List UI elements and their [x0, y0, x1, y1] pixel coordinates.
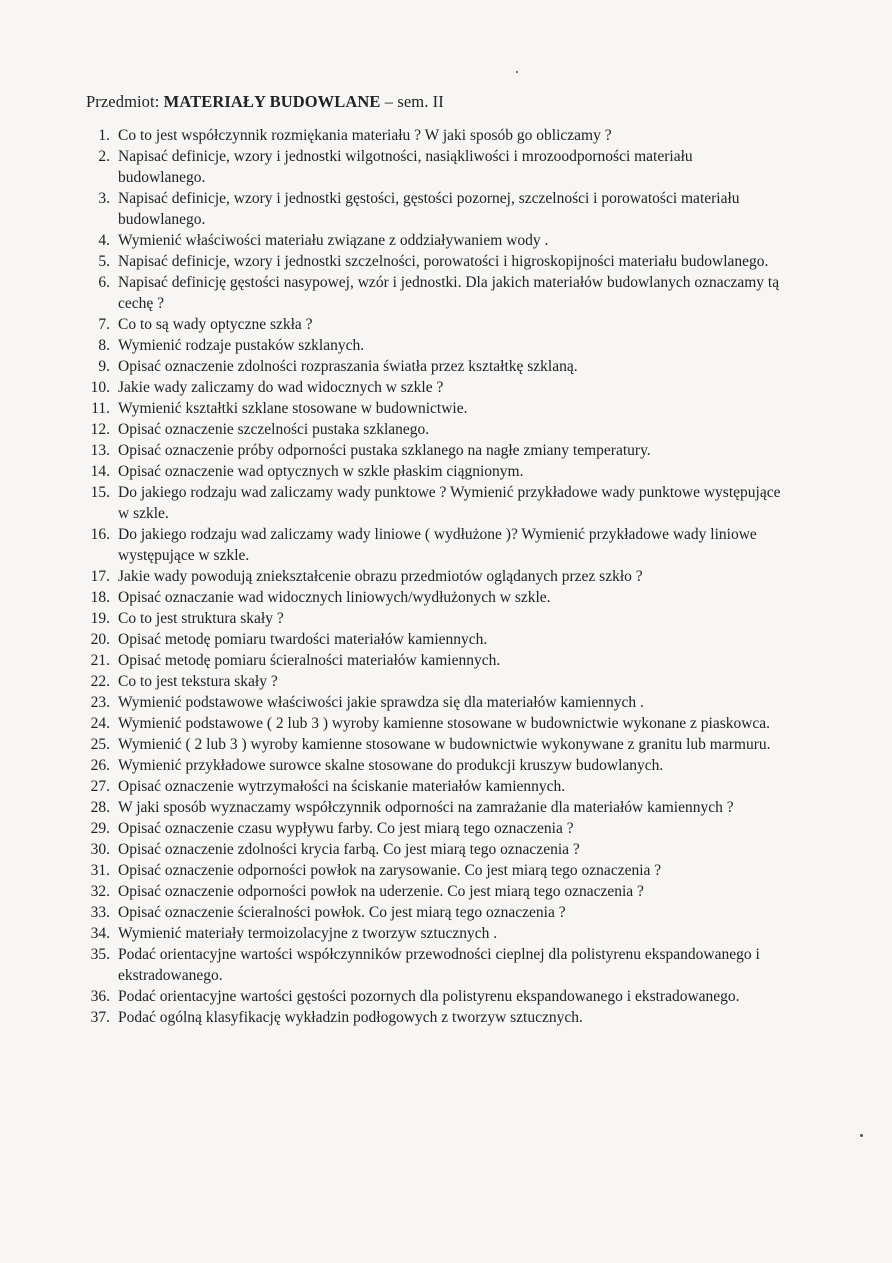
question-text: Podać ogólną klasyfikację wykładzin podłogowych z tworzyw sztucznych. [118, 1009, 583, 1026]
question-text: Wymienić podstawowe właściwości jakie sprawdza się dla materiałów kamiennych . [118, 694, 644, 711]
question-number: 32. [90, 883, 110, 900]
question-number: 20. [90, 631, 110, 648]
question-item [0, 650, 892, 671]
question-number: 27. [90, 778, 110, 795]
question-item [0, 461, 892, 482]
question-item [0, 734, 892, 755]
question-item [0, 902, 892, 923]
question-text: Podać orientacyjne wartości gęstości pozornych dla polistyrenu ekspandowanego i ekstradowanego. [118, 988, 740, 1005]
question-item [0, 377, 892, 398]
question-text: Opisać oznaczenie wad optycznych w szkle płaskim ciągnionym. [118, 463, 524, 480]
scan-speck [860, 1134, 863, 1137]
question-item [0, 251, 892, 272]
question-item [0, 230, 892, 251]
question-text: Opisać metodę pomiaru twardości materiałów kamiennych. [118, 631, 488, 648]
question-number: 19. [90, 610, 110, 627]
question-text: Opisać oznaczenie wytrzymałości na ściskanie materiałów kamiennych. [118, 778, 566, 795]
question-number: 4. [98, 232, 110, 249]
question-item [0, 398, 892, 419]
question-number: 33. [90, 904, 110, 921]
question-item [0, 566, 892, 587]
question-text: Do jakiego rodzaju wad zaliczamy wady liniowe ( wydłużone )? Wymienić przykładowe wady liniowe występujące w szkle. [118, 526, 757, 564]
question-number: 21. [90, 652, 110, 669]
question-text: Opisać oznaczanie wad widocznych liniowych/wydłużonych w szkle. [118, 589, 551, 606]
question-number: 24. [90, 715, 110, 732]
question-number: 8. [98, 337, 110, 354]
question-text: Wymienić materiały termoizolacyjne z tworzyw sztucznych . [118, 925, 498, 942]
question-text: Podać orientacyjne wartości współczynników przewodności cieplnej dla polistyrenu ekspandowanego i ekstradowanego. [118, 946, 760, 984]
question-number: 30. [90, 841, 110, 858]
question-number: 6. [98, 274, 110, 291]
question-text: Napisać definicje, wzory i jednostki szczelności, porowatości i higroskopijności materiału budowlanego. [118, 253, 769, 270]
question-number: 22. [90, 673, 110, 690]
question-text: Opisać oznaczenie ścieralności powłok. Co jest miarą tego oznaczenia ? [118, 904, 566, 921]
question-item [0, 629, 892, 650]
question-text: Wymienić właściwości materiału związane z oddziaływaniem wody . [118, 232, 549, 249]
question-item [0, 860, 892, 881]
question-text: Opisać oznaczenie odporności powłok na uderzenie. Co jest miarą tego oznaczenia ? [118, 883, 644, 900]
question-item [0, 944, 892, 986]
question-item [0, 314, 892, 335]
question-item [0, 1007, 892, 1028]
question-item [0, 335, 892, 356]
question-number: 13. [90, 442, 110, 459]
question-item [0, 356, 892, 377]
header-prefix: Przedmiot: [86, 92, 164, 111]
question-text: Jakie wady zaliczamy do wad widocznych w szkle ? [118, 379, 444, 396]
question-item [0, 524, 892, 566]
question-item [0, 755, 892, 776]
question-item [0, 125, 892, 146]
question-number: 14. [90, 463, 110, 480]
document-header [86, 92, 444, 112]
question-number: 11. [91, 400, 110, 417]
question-text: Opisać metodę pomiaru ścieralności materiałów kamiennych. [118, 652, 501, 669]
question-number: 31. [90, 862, 110, 879]
question-text: Opisać oznaczenie próby odporności pustaka szklanego na nagłe zmiany temperatury. [118, 442, 651, 459]
question-text: Napisać definicję gęstości nasypowej, wzór i jednostki. Dla jakich materiałów budowlanych oznaczamy tą cechę ? [118, 274, 780, 312]
question-number: 29. [90, 820, 110, 837]
question-item [0, 188, 892, 230]
subject-title: MATERIAŁY BUDOWLANE [163, 92, 381, 111]
question-text: Co to jest struktura skały ? [118, 610, 284, 627]
question-item [0, 881, 892, 902]
question-number: 10. [90, 379, 110, 396]
question-item [0, 797, 892, 818]
question-number: 35. [90, 946, 110, 963]
question-text: Napisać definicje, wzory i jednostki gęstości, gęstości pozornej, szczelności i porowatości materiału budowlanego. [118, 190, 740, 228]
question-item [0, 671, 892, 692]
question-item [0, 692, 892, 713]
question-text: Napisać definicje, wzory i jednostki wilgotności, nasiąkliwości i mrozoodporności materiału budowlanego. [118, 148, 693, 186]
question-text: Opisać oznaczenie czasu wypływu farby. Co jest miarą tego oznaczenia ? [118, 820, 574, 837]
question-number: 5. [98, 253, 110, 270]
question-item [0, 608, 892, 629]
question-text: Wymienić podstawowe ( 2 lub 3 ) wyroby kamienne stosowane w budownictwie wykonane z piaskowca. [118, 715, 771, 732]
question-item [0, 587, 892, 608]
question-number: 12. [90, 421, 110, 438]
question-item [0, 482, 892, 524]
question-number: 16. [90, 526, 110, 543]
question-number: 25. [90, 736, 110, 753]
question-item [0, 146, 892, 188]
question-number: 26. [90, 757, 110, 774]
question-number: 36. [90, 988, 110, 1005]
question-text: Opisać oznaczenie szczelności pustaka szklanego. [118, 421, 430, 438]
question-list [0, 125, 892, 1028]
question-text: Co to są wady optyczne szkła ? [118, 316, 313, 333]
question-item [0, 419, 892, 440]
question-item [0, 923, 892, 944]
question-text: Opisać oznaczenie zdolności rozpraszania światła przez kształtkę szklaną. [118, 358, 578, 375]
question-item [0, 818, 892, 839]
question-number: 17. [90, 568, 110, 585]
question-number: 2. [98, 148, 110, 165]
question-item [0, 776, 892, 797]
question-item [0, 272, 892, 314]
question-number: 7. [98, 316, 110, 333]
question-text: Wymienić przykładowe surowce skalne stosowane do produkcji kruszyw budowlanych. [118, 757, 664, 774]
question-text: Wymienić ( 2 lub 3 ) wyroby kamienne stosowane w budownictwie wykonywane z granitu lub marmuru. [118, 736, 771, 753]
question-text: Do jakiego rodzaju wad zaliczamy wady punktowe ? Wymienić przykładowe wady punktowe występujące w szkle. [118, 484, 781, 522]
question-number: 9. [98, 358, 110, 375]
scan-speck [516, 71, 518, 73]
question-text: Opisać oznaczenie odporności powłok na zarysowanie. Co jest miarą tego oznaczenia ? [118, 862, 662, 879]
question-number: 15. [90, 484, 110, 501]
question-number: 3. [98, 190, 110, 207]
question-number: 28. [90, 799, 110, 816]
question-text: Opisać oznaczenie zdolności krycia farbą. Co jest miarą tego oznaczenia ? [118, 841, 580, 858]
question-text: Jakie wady powodują zniekształcenie obrazu przedmiotów oglądanych przez szkło ? [118, 568, 643, 585]
header-suffix: – sem. II [380, 92, 444, 111]
question-item [0, 440, 892, 461]
question-item [0, 986, 892, 1007]
question-text: Wymienić kształtki szklane stosowane w budownictwie. [118, 400, 468, 417]
question-number: 1. [98, 127, 110, 144]
question-text: Co to jest tekstura skały ? [118, 673, 278, 690]
question-text: Co to jest współczynnik rozmiękania materiału ? W jaki sposób go obliczamy ? [118, 127, 612, 144]
question-text: W jaki sposób wyznaczamy współczynnik odporności na zamrażanie dla materiałów kamiennych ? [118, 799, 734, 816]
question-item [0, 839, 892, 860]
question-number: 18. [90, 589, 110, 606]
question-number: 37. [90, 1009, 110, 1026]
question-number: 34. [90, 925, 110, 942]
question-number: 23. [90, 694, 110, 711]
question-item [0, 713, 892, 734]
question-text: Wymienić rodzaje pustaków szklanych. [118, 337, 365, 354]
